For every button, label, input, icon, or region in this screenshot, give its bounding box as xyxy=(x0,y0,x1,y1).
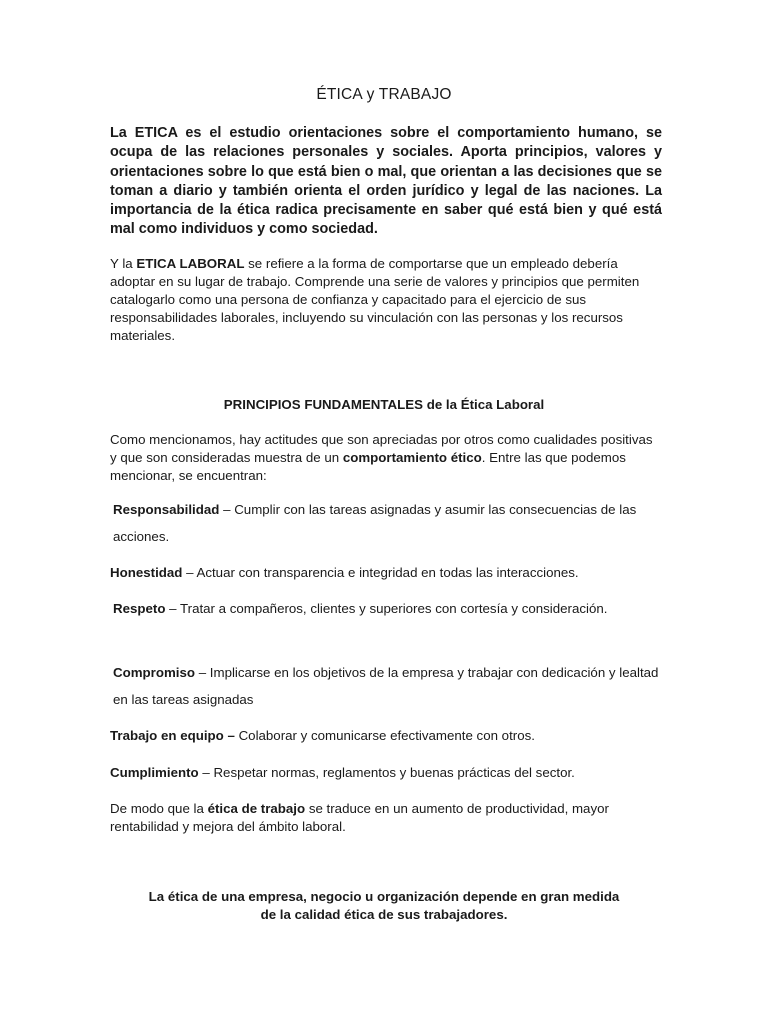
principle-name: Compromiso xyxy=(113,665,196,680)
principle-name: Honestidad xyxy=(110,565,183,580)
conclusion-paragraph xyxy=(110,800,655,836)
closing-line-2: de la calidad ética de sus trabajadores. xyxy=(260,907,508,922)
final-prefix: De modo que la xyxy=(110,801,208,816)
principle-name: Trabajo en equipo – xyxy=(110,728,235,743)
document-title: ÉTICA y TRABAJO xyxy=(316,86,452,103)
closing-line-1: La ética de una empresa, negocio u organización depende en gran medida xyxy=(148,889,620,904)
principle-text: – Cumplir con las tareas asignadas y asumir las consecuencias de las acciones. xyxy=(113,502,637,544)
principle-name: Responsabilidad xyxy=(113,502,220,517)
principle-item-honestidad xyxy=(110,560,670,587)
laboral-text: se refiere a la forma de comportarse que un empleado debería adoptar en su lugar de trabajo. Comprende una serie de valores y principios que permiten catalogarlo como una persona de confianza y capacitado para el ejercicio de sus responsabilidades laborales, incluyendo su vinculación con las personas y los recursos materiales. xyxy=(110,256,640,343)
principle-item-compromiso xyxy=(110,660,673,713)
intro-paragraph: La ETICA es el estudio orientaciones sobre el comportamiento humano, se ocupa de las relaciones personales y sociales. Aporta principios, valores y orientaciones sobre lo que está bien o mal, que orientan a las decisiones que se toman a diario y también orienta el orden jurídico y legal de las naciones. La importancia de la ética radica precisamente en saber qué está bien y qué está mal como individuos y como sociedad. xyxy=(110,125,662,238)
principle-item-responsabilidad xyxy=(110,497,673,550)
laboral-bold: ETICA LABORAL xyxy=(136,256,245,271)
principle-name: Cumplimiento xyxy=(110,765,199,780)
closing-statement xyxy=(0,888,768,924)
mention-prefix: Como mencionamos, hay actitudes que son apreciadas por otros como cualidades positivas y que son consideradas muestra de un xyxy=(110,432,653,465)
principle-item-respeto xyxy=(110,596,673,623)
final-text: se traduce en un aumento de productividad, mayor rentabilidad y mejora del ámbito laboral. xyxy=(110,801,609,834)
principle-text: Colaborar y comunicarse efectivamente con otros. xyxy=(234,728,535,743)
laboral-prefix: Y la xyxy=(110,256,137,271)
principles-heading: PRINCIPIOS FUNDAMENTALES de la Ética Laboral xyxy=(223,397,545,412)
final-bold: ética de trabajo xyxy=(207,801,306,816)
principle-text: – Tratar a compañeros, clientes y superiores con cortesía y consideración. xyxy=(165,601,608,616)
principle-text: – Respetar normas, reglamentos y buenas prácticas del sector. xyxy=(198,765,575,780)
etica-laboral-paragraph xyxy=(110,255,655,345)
principle-text: – Implicarse en los objetivos de la empresa y trabajar con dedicación y lealtad en las tareas asignadas xyxy=(113,665,659,707)
mention-bold: comportamiento ético xyxy=(342,449,482,465)
principle-item-trabajo-en-equipo xyxy=(110,723,670,750)
mention-paragraph xyxy=(110,431,655,485)
principle-text: – Actuar con transparencia e integridad en todas las interacciones. xyxy=(182,565,579,580)
principle-item-cumplimiento xyxy=(110,760,670,787)
mention-text: . Entre las que podemos mencionar, se encuentran: xyxy=(110,449,626,483)
principle-name: Respeto xyxy=(113,601,166,616)
